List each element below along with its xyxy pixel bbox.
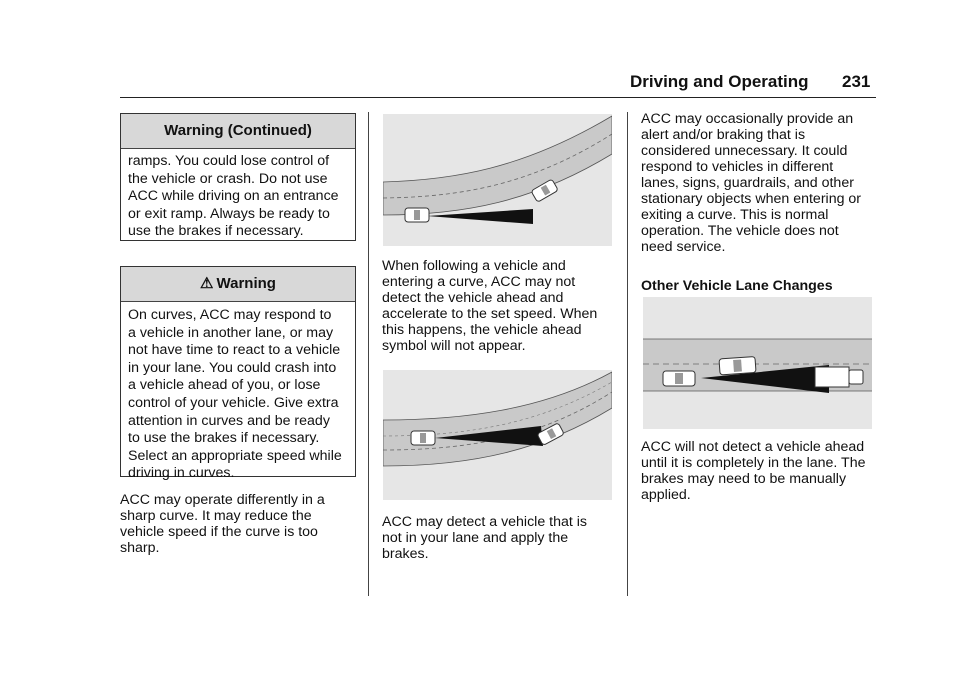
text-line: ACC may occasionally provide an (641, 111, 854, 127)
text-line: Select an appropriate speed while (128, 447, 342, 464)
text-line: a vehicle in another lane, or may (128, 324, 334, 341)
header-rule (120, 97, 876, 98)
text-line: ACC while driving on an entrance (128, 188, 339, 205)
text-line: sharp. (120, 540, 160, 556)
text-line: attention in curves and be ready (128, 412, 330, 429)
following-curve-paragraph (382, 258, 612, 354)
text-line: until it is completely in the lane. The (641, 455, 866, 471)
text-line: a vehicle ahead of you, or lose (128, 377, 321, 394)
curve-illustration-other-lane (383, 370, 612, 500)
column-divider (627, 112, 628, 596)
text-line: sharp curve. It may reduce the (120, 508, 312, 524)
text-line: detect the vehicle ahead and (382, 290, 564, 306)
page-number: 231 (842, 72, 871, 91)
other-lane-detection-paragraph (382, 514, 612, 562)
column-divider (368, 112, 369, 596)
text-line: applied. (641, 487, 691, 503)
warning-continued-box (120, 113, 356, 241)
section-title: Driving and Operating (630, 72, 809, 91)
text-line: accelerate to the set speed. When (382, 306, 598, 322)
text-line: ACC will not detect a vehicle ahead (641, 439, 865, 455)
text-line: exiting a curve. This is normal (641, 207, 829, 223)
unnecessary-alert-paragraph (641, 111, 873, 255)
text-line: lanes, signs, guardrails, and other (641, 175, 854, 191)
sharp-curve-paragraph (120, 492, 360, 556)
warning-continued-title: Warning (Continued) (121, 114, 355, 149)
warning-curves-box (120, 266, 356, 482)
text-line: this happens, the vehicle ahead (382, 322, 582, 338)
warning-triangle-icon: ⚠ (200, 275, 214, 292)
text-line: brakes may need to be manually (641, 471, 847, 487)
warning-continued-body (121, 149, 355, 241)
warning-curves-title: Warning (216, 275, 276, 292)
text-line: the vehicle or crash. Do not use (128, 170, 328, 187)
warning-curves-header (121, 267, 355, 302)
text-line: not have time to react to a vehicle (128, 342, 341, 359)
curve-illustration-not-detected (383, 114, 612, 246)
lane-change-paragraph (641, 439, 873, 503)
text-line: entering a curve, ACC may not (382, 274, 576, 290)
text-line: vehicle speed if the curve is too (120, 524, 318, 540)
text-line: need service. (641, 239, 726, 255)
text-line: ramps. You could lose control of (128, 153, 330, 169)
text-line: use the brakes if necessary. (128, 223, 304, 240)
text-line: not in your lane and apply the (382, 530, 569, 546)
text-line: control of your vehicle. Give extra (128, 394, 339, 411)
text-line: brakes. (382, 546, 429, 562)
text-line: stationary objects when entering or (641, 191, 862, 207)
text-line: in your lane. You could crash into (128, 359, 337, 376)
text-line: considered unnecessary. It could (641, 143, 848, 159)
text-line: alert and/or braking that is (641, 127, 806, 143)
lane-change-illustration (643, 297, 872, 429)
text-line: respond to vehicles in different (641, 159, 834, 175)
text-line: ACC may detect a vehicle that is (382, 514, 588, 530)
text-line: or exit ramp. Always be ready to (128, 205, 330, 222)
text-line: operation. The vehicle does not (641, 223, 839, 239)
text-line: ACC may operate differently in a (120, 492, 325, 508)
text-line: symbol will not appear. (382, 338, 526, 354)
text-line: to use the brakes if necessary. (128, 430, 320, 447)
text-line: driving in curves. (128, 465, 235, 482)
text-line: When following a vehicle and (382, 258, 566, 274)
lane-changes-subheading: Other Vehicle Lane Changes (641, 278, 833, 294)
text-line: On curves, ACC may respond to (128, 307, 332, 323)
warning-curves-body (121, 302, 355, 483)
